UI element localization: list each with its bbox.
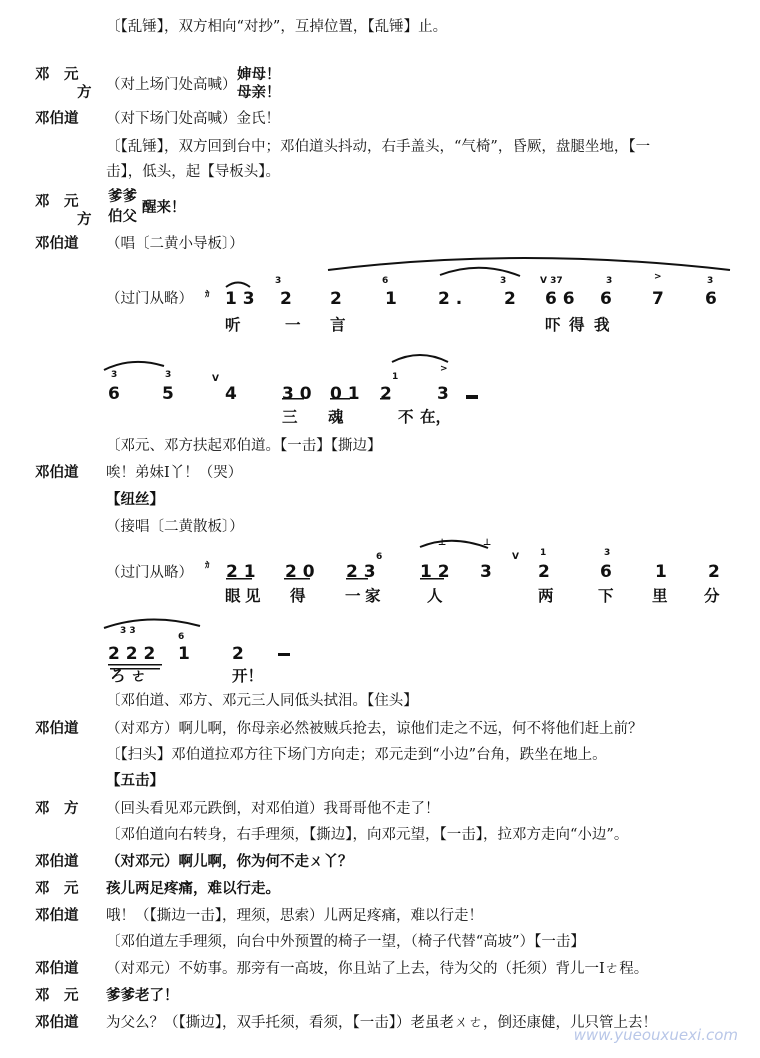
lyric-char: 魂 — [328, 407, 344, 426]
note-group: 3 0 — [282, 384, 312, 404]
speaker-label: 邓 元 — [35, 880, 79, 897]
percussion-cue: 【纽丝】 — [106, 491, 164, 508]
note-group: 2 . — [438, 289, 463, 309]
speaker-label: 邓伯道 — [35, 960, 79, 977]
interlude-note: （过门从略） — [106, 565, 193, 581]
grace-note: 3 — [275, 276, 282, 286]
speaker-label: 邓 方 — [35, 800, 79, 817]
lyric-char: 见 — [245, 586, 261, 605]
note-group: 1 — [655, 562, 667, 582]
speaker-label: 邓伯道 — [35, 853, 79, 870]
dialogue-word: 伯父 — [108, 208, 137, 225]
note-group: 6 — [705, 289, 717, 309]
speaker-label: 邓伯道 — [35, 907, 79, 924]
grace-note: ⊥ — [438, 538, 447, 548]
dialogue-line: 孩儿两足疼痛，难以行走。 — [106, 880, 280, 897]
lyric-char: ろ ㄜ — [110, 666, 147, 685]
dialogue-word: 母亲！ — [237, 84, 281, 101]
lyric-char: 一 — [285, 315, 301, 334]
note-group: 2 — [708, 562, 720, 582]
stage-direction: 〔【乱锤】，双方相向“对抄”，互掉位置，【乱锤】止。 — [106, 19, 448, 35]
lyric-char: 得 — [569, 315, 585, 334]
note-group: 2 — [538, 562, 550, 582]
lyric-char: 眼 — [225, 586, 241, 605]
note-group: 1 — [178, 644, 190, 664]
speaker-label: 邓 元 — [35, 66, 79, 83]
note-group: - — [283, 644, 291, 664]
singing-direction: （接唱〔二黄散板〕） — [106, 519, 244, 535]
grace-note: 3 — [111, 370, 118, 380]
note-group: 6 — [108, 384, 120, 404]
breath-mark: V — [212, 374, 219, 384]
note-group: 1 — [385, 289, 397, 309]
speaker-label: 邓伯道 — [35, 464, 79, 481]
lyric-char: 开！ — [232, 666, 264, 685]
note-group: 2 — [330, 289, 342, 309]
note-group: 2 0 — [285, 562, 315, 582]
breath-mark: V 37 — [540, 276, 563, 286]
dialogue-word: 爹爹 — [108, 188, 137, 205]
stage-direction: 〔【乱锤】，双方回到台中；邓伯道头抖动，右手盖头，“气椅”，昏厥，盘腿坐地，【一 — [106, 139, 651, 155]
lyric-char: 两 — [538, 586, 554, 605]
note-group: 2 — [504, 289, 516, 309]
speaker-label: 方 — [77, 84, 92, 101]
note-group: 6 — [600, 289, 612, 309]
note-group: 2 — [380, 384, 392, 404]
interlude-note: （过门从略） — [106, 291, 193, 307]
stage-direction: 〔邓伯道、邓方、邓元三人同低头拭泪。【住头】 — [106, 693, 418, 709]
breath-mark: V — [512, 552, 519, 562]
grace-note: 3 — [707, 276, 714, 286]
accent-mark: > — [440, 364, 448, 374]
stage-direction: 〔邓伯道左手理须，向台中外预置的椅子一望，（椅子代替“高坡”）【一击】 — [106, 934, 585, 950]
lyric-char: 我 — [594, 315, 610, 334]
dialogue-line: （对邓方）啊儿啊，你母亲必然被贼兵抢去，谅他们走之不远，何不将他们赶上前？ — [106, 721, 643, 737]
note-group: 2 — [280, 289, 292, 309]
accent-mark: > — [654, 272, 662, 282]
dialogue-line: （对邓元）啊儿啊，你为何不走ㄨ丫？ — [106, 853, 353, 870]
dialogue-word: 醒来！ — [142, 199, 186, 216]
lyric-char: 不 — [398, 407, 414, 426]
lyric-char: 在， — [420, 407, 452, 426]
dialogue-line: 哦！（【撕边一击】，理须，思索）儿两足疼痛，难以行走！ — [106, 908, 483, 924]
stage-direction: 击】，低头，起【导板头】。 — [106, 164, 280, 180]
note-group: 1 3 — [225, 289, 255, 309]
note-group: 2 2 2 — [108, 644, 156, 664]
percussion-cue: 【五击】 — [106, 772, 164, 789]
lyric-char: 言 — [330, 315, 346, 334]
note-group: 3 — [480, 562, 492, 582]
lyric-char: 下 — [598, 586, 614, 605]
grace-note: 6 — [382, 276, 389, 286]
grace-note: 6 — [178, 632, 185, 642]
dialogue-line: 为父么？（【撕边】，双手托须，看须，【一击】）老虽老ㄨㄜ，倒还康健，儿只管上去！ — [106, 1015, 657, 1031]
dialogue-line: （对下场门处高喊）金氏！ — [106, 111, 280, 127]
lyric-char: 一 — [345, 586, 361, 605]
stage-direction: 〔【扫头】邓伯道拉邓方往下场门方向走；邓元走到“小边”台角，跌坐在地上。 — [106, 747, 607, 763]
lyric-char: 听 — [225, 315, 241, 334]
note-group: 2 1 — [226, 562, 256, 582]
lyric-char: 三 — [282, 407, 298, 426]
grace-note: ⊥ — [483, 538, 492, 548]
grace-note: 3 — [606, 276, 613, 286]
lyric-char: 得 — [290, 586, 306, 605]
tempo-mark: ｶ — [205, 290, 210, 300]
watermark: www.yueouxuexi.com — [573, 1026, 738, 1044]
note-group: 0 1 — [330, 384, 360, 404]
dialogue-line: （对上场门处高喊） — [106, 77, 237, 93]
note-group: 4 — [225, 384, 237, 404]
grace-note: 3 — [165, 370, 172, 380]
dialogue-line: 唉！弟妹Ⅰ丫！（哭） — [106, 465, 243, 481]
speaker-label: 方 — [77, 211, 92, 228]
grace-note: 3 3 — [120, 626, 136, 636]
note-group: 1 2 — [420, 562, 450, 582]
note-group: 2 — [232, 644, 244, 664]
speaker-label: 邓伯道 — [35, 110, 79, 127]
dialogue-line: （回头看见邓元跌倒，对邓伯道）我哥哥他不走了！ — [106, 801, 440, 817]
grace-note: 1 — [540, 548, 547, 558]
note-group: 6 — [600, 562, 612, 582]
note-group: 3 — [437, 384, 449, 404]
dialogue-line: （对邓元）不妨事。那旁有一高坡，你且站了上去，待为父的（托须）背儿一Ⅰㄜ程。 — [106, 961, 649, 977]
tempo-mark: ｶ — [205, 561, 210, 571]
grace-note: 1 — [392, 372, 399, 382]
speaker-label: 邓伯道 — [35, 720, 79, 737]
lyric-char: 家 — [365, 586, 381, 605]
dialogue-line: 爹爹老了！ — [106, 987, 179, 1004]
grace-note: 3 — [604, 548, 611, 558]
note-group: 6 6 — [545, 289, 575, 309]
lyric-char: 人 — [427, 586, 443, 605]
dialogue-word: 婶母！ — [237, 66, 281, 83]
grace-note: 6 — [376, 552, 383, 562]
lyric-char: 里 — [652, 586, 668, 605]
grace-note: 3 — [500, 276, 507, 286]
stage-direction: 〔邓元、邓方扶起邓伯道。【一击】【撕边】 — [106, 438, 382, 454]
note-group: 5 — [162, 384, 174, 404]
speaker-label: 邓伯道 — [35, 1014, 79, 1031]
speaker-label: 邓伯道 — [35, 235, 79, 252]
stage-direction: 〔邓伯道向右转身，右手理须，【撕边】，向邓元望，【一击】，拉邓方走向“小边”。 — [106, 827, 629, 843]
note-group: 7 — [652, 289, 664, 309]
lyric-char: 分 — [704, 586, 720, 605]
speaker-label: 邓 元 — [35, 193, 79, 210]
lyric-char: 吓 — [545, 315, 561, 334]
singing-direction: （唱〔二黄小导板〕） — [106, 236, 244, 252]
speaker-label: 邓 元 — [35, 987, 79, 1004]
note-group: 2 3 — [346, 562, 376, 582]
